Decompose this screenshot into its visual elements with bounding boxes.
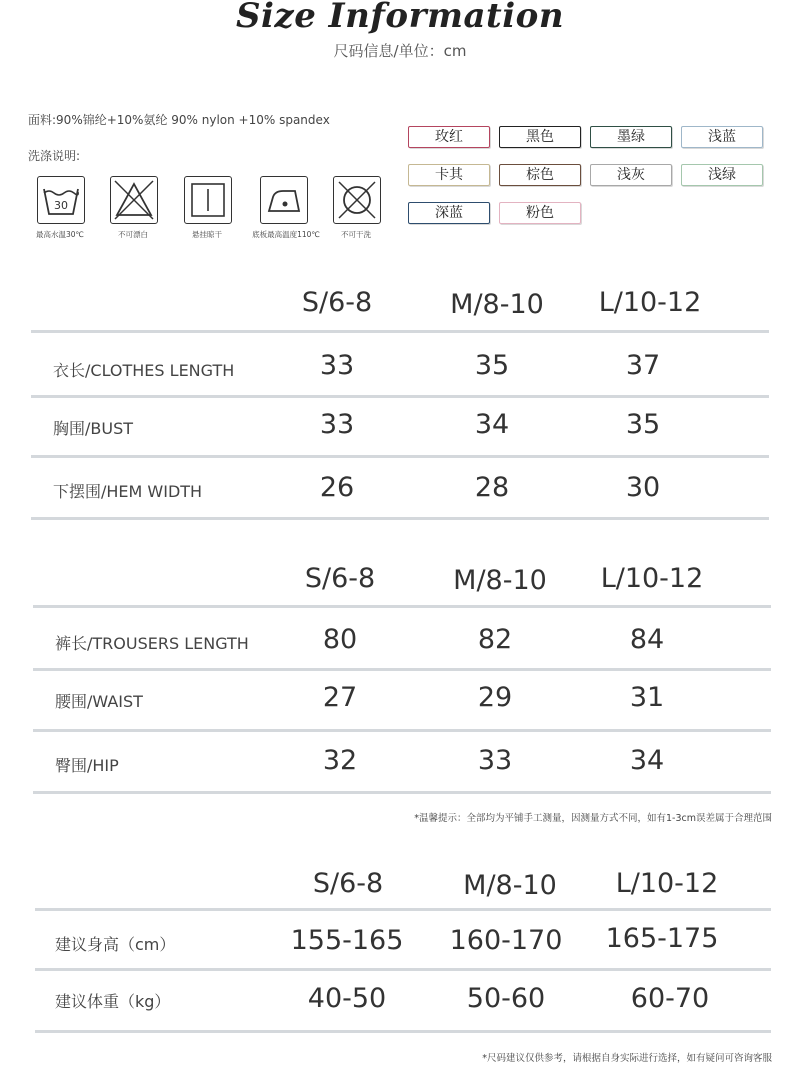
fabric-spec: 面料:90%锦纶+10%氨纶 90% nylon +10% spandex bbox=[28, 113, 330, 127]
row-label-waist: 腰围/WAIST bbox=[55, 692, 143, 711]
color-swatch-navy[interactable]: 深蓝 bbox=[408, 202, 490, 224]
color-swatch-pink[interactable]: 粉色 bbox=[499, 202, 581, 224]
table-divider bbox=[35, 1030, 771, 1033]
table-cell: 50-60 bbox=[466, 983, 546, 1014]
wash-label: 悬挂晾干 bbox=[192, 230, 222, 239]
size-header-l: L/10-12 bbox=[600, 563, 704, 594]
table-divider bbox=[31, 455, 769, 458]
wash-label: 最高水温30℃ bbox=[36, 230, 84, 239]
row-label-trousers-length: 裤长/TROUSERS LENGTH bbox=[55, 634, 249, 653]
size-header-m: M/8-10 bbox=[463, 870, 557, 901]
table-cell: 84 bbox=[629, 624, 665, 655]
table-cell: 82 bbox=[477, 624, 513, 655]
table-divider bbox=[33, 791, 771, 794]
color-swatch-black[interactable]: 黑色 bbox=[499, 126, 581, 148]
hang-dry-icon bbox=[184, 176, 232, 224]
wash-30-icon bbox=[37, 176, 85, 224]
wash-instructions-title: 洗涤说明: bbox=[28, 149, 81, 163]
table-cell: 33 bbox=[477, 745, 513, 776]
size-advice-note: *尺码建议仅供参考，请根据自身实际进行选择，如有疑问可咨询客服 bbox=[482, 1053, 772, 1064]
page-title: Size Information bbox=[235, 0, 565, 36]
row-label-clothes-length: 衣长/CLOTHES LENGTH bbox=[53, 361, 235, 380]
table-cell: 37 bbox=[625, 350, 661, 381]
color-swatch-light-green[interactable]: 浅绿 bbox=[681, 164, 763, 186]
table-cell: 28 bbox=[474, 472, 510, 503]
color-swatch-light-gray[interactable]: 浅灰 bbox=[590, 164, 672, 186]
table-cell: 32 bbox=[322, 745, 358, 776]
table-cell: 160-170 bbox=[449, 925, 563, 956]
size-header-s: S/6-8 bbox=[301, 287, 373, 318]
iron-110-icon bbox=[260, 176, 308, 224]
no-bleach-icon bbox=[110, 176, 158, 224]
row-label-hem-width: 下摆围/HEM WIDTH bbox=[53, 482, 203, 501]
row-label-bust: 胸围/BUST bbox=[53, 419, 134, 438]
table-cell: 80 bbox=[322, 624, 358, 655]
row-label-suggested-weight: 建议体重（kg） bbox=[55, 992, 171, 1011]
wash-label: 不可漂白 bbox=[118, 230, 148, 239]
table-cell: 26 bbox=[319, 472, 355, 503]
table-cell: 60-70 bbox=[630, 983, 710, 1014]
size-header-s: S/6-8 bbox=[312, 868, 384, 899]
size-header-m: M/8-10 bbox=[450, 289, 544, 320]
size-header-l: L/10-12 bbox=[615, 868, 719, 899]
table-cell: 165-175 bbox=[605, 923, 719, 954]
size-header-m: M/8-10 bbox=[453, 565, 547, 596]
table-cell: 35 bbox=[625, 409, 661, 440]
wash-label: 底板最高温度110℃ bbox=[252, 230, 320, 239]
table-cell: 33 bbox=[319, 409, 355, 440]
size-header-l: L/10-12 bbox=[598, 287, 702, 318]
table-cell: 33 bbox=[319, 350, 355, 381]
svg-text:30: 30 bbox=[54, 199, 68, 212]
color-swatch-dark-green[interactable]: 墨绿 bbox=[590, 126, 672, 148]
measurement-note: *温馨提示：全部均为平铺手工测量，因测量方式不同，如有1-3cm误差属于合理范围 bbox=[414, 813, 772, 824]
table-divider bbox=[33, 605, 771, 608]
table-cell: 34 bbox=[629, 745, 665, 776]
color-swatch-brown[interactable]: 棕色 bbox=[499, 164, 581, 186]
table-cell: 27 bbox=[322, 682, 358, 713]
color-swatch-light-blue[interactable]: 浅蓝 bbox=[681, 126, 763, 148]
table-cell: 155-165 bbox=[290, 925, 404, 956]
row-label-suggested-height: 建议身高（cm） bbox=[55, 935, 176, 954]
table-divider bbox=[35, 968, 771, 971]
table-divider bbox=[33, 729, 771, 732]
table-divider bbox=[33, 668, 771, 671]
table-divider bbox=[31, 395, 769, 398]
table-divider bbox=[35, 908, 771, 911]
wash-label: 不可干洗 bbox=[341, 230, 371, 239]
color-swatch-khaki[interactable]: 卡其 bbox=[408, 164, 490, 186]
size-header-s: S/6-8 bbox=[304, 563, 376, 594]
page-subtitle: 尺码信息/单位：cm bbox=[333, 42, 467, 60]
table-cell: 31 bbox=[629, 682, 665, 713]
table-divider bbox=[31, 517, 769, 520]
table-cell: 30 bbox=[625, 472, 661, 503]
table-cell: 29 bbox=[477, 682, 513, 713]
table-divider bbox=[31, 330, 769, 333]
table-cell: 35 bbox=[474, 350, 510, 381]
table-cell: 40-50 bbox=[307, 983, 387, 1014]
color-swatch-rose-red[interactable]: 玫红 bbox=[408, 126, 490, 148]
no-dry-clean-icon bbox=[333, 176, 381, 224]
table-cell: 34 bbox=[474, 409, 510, 440]
row-label-hip: 臀围/HIP bbox=[55, 756, 119, 775]
